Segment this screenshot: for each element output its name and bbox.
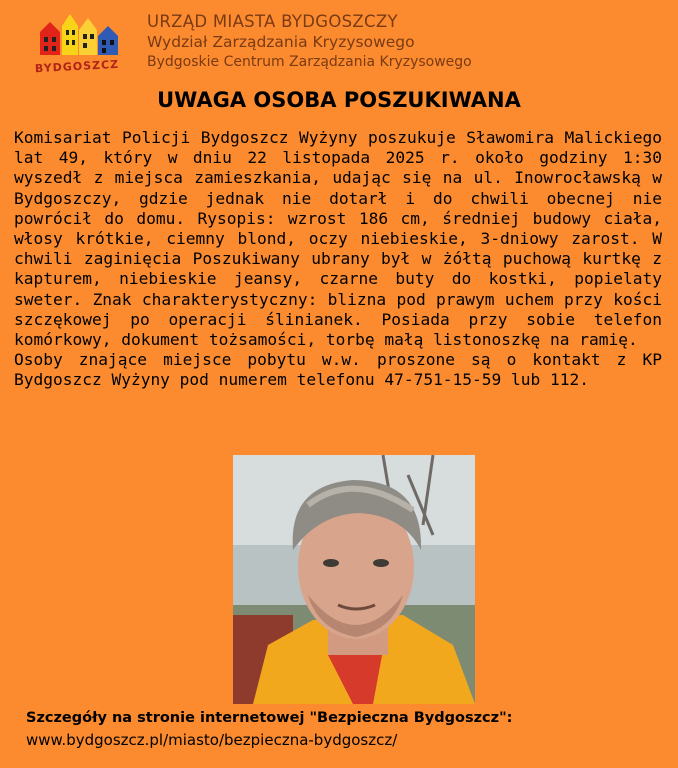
- website-link[interactable]: www.bydgoszcz.pl/miasto/bezpieczna-bydgoszcz/: [26, 731, 398, 749]
- details-label: Szczegóły na stronie internetowej "Bezpieczna Bydgoszcz":: [26, 710, 513, 726]
- portrait-image: [233, 455, 475, 704]
- org-department: Wydział Zarządzania Kryzysowego: [147, 33, 415, 51]
- org-center: Bydgoskie Centrum Zarządzania Kryzysowego: [147, 54, 472, 70]
- contact-instructions: Osoby znające miejsce pobytu w.w. proszone są o kontakt z KP Bydgoszcz Wyżyny pod numerem telefonu 47-751-15-59 lub 112.: [14, 350, 662, 390]
- org-name: URZĄD MIASTA BYDGOSZCZY: [147, 12, 398, 31]
- organization-block: [147, 12, 472, 72]
- city-houses-icon: [22, 10, 132, 65]
- missing-person-photo: [233, 455, 475, 704]
- person-description: Komisariat Policji Bydgoszcz Wyżyny poszukuje Sławomira Malickiego lat 49, który w dniu 22 listopada 2025 r. około godziny 1:30 wyszedł z miejsca zamieszkania, udając się na ul. Inowrocławską w Bydgoszczy, gdzie jednak nie dotarł i do chwili obecnej nie powrócił do domu. Rysopis: wzrost 186 cm, średniej budowy ciała, włosy krótkie, ciemny blond, oczy niebieskie, 3-dniowy zarost. W chwili zaginięcia Poszukiwany ubrany był w żółtą puchową kurtkę z kapturem, niebieskie jeansy, czarne buty do kostki, popielaty sweter. Znak charakterystyczny: blizna pod prawym uchem przy kości szczękowej po operacji ślinianek. Posiada przy sobie telefon komórkowy, dokument tożsamości, torbę małą listonoszkę na ramię.: [14, 128, 662, 350]
- logo-wordmark: BYDGOSZCZ: [34, 57, 120, 76]
- footer: [26, 707, 512, 751]
- notice-body: [14, 128, 662, 391]
- notice-title: UWAGA OSOBA POSZUKIWANA: [157, 88, 521, 112]
- city-logo: [22, 10, 132, 80]
- header: [0, 0, 678, 90]
